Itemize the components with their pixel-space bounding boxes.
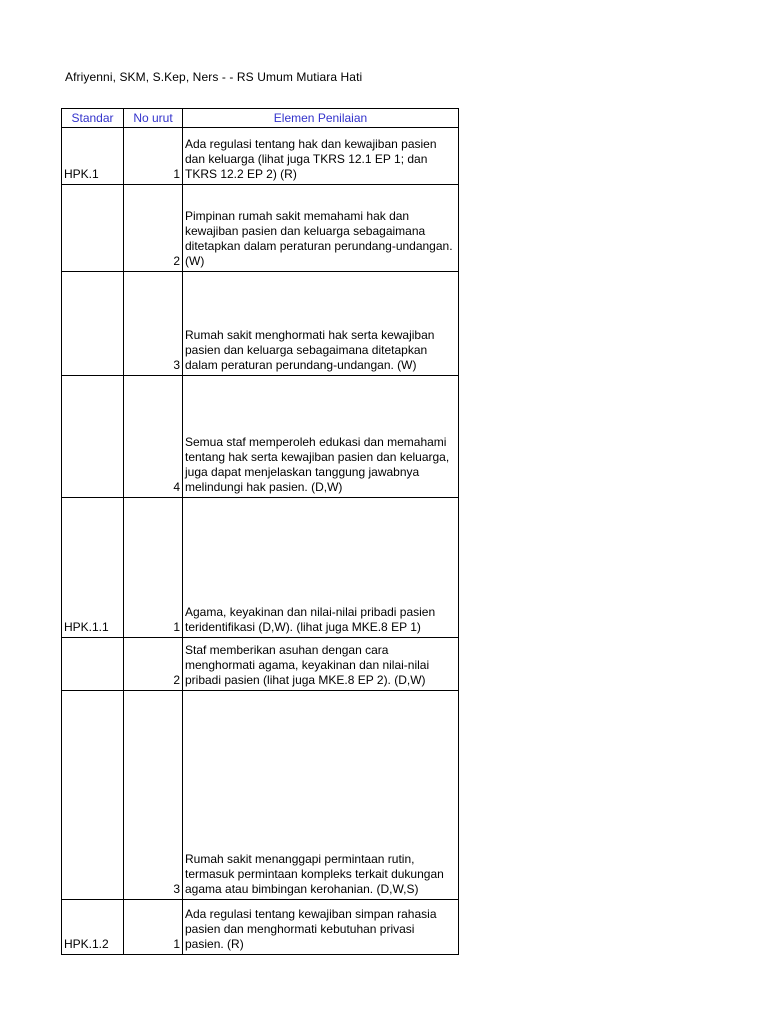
- standar-cell: HPK.1: [62, 128, 124, 185]
- standar-cell: [62, 691, 124, 900]
- table-row: [62, 691, 459, 900]
- no-urut-cell: 3: [124, 272, 183, 376]
- elemen-cell: Pimpinan rumah sakit memahami hak dan kewajiban pasien dan keluarga sebagaimana ditetapkan dalam peraturan perundang-undangan. (W): [183, 185, 459, 272]
- no-urut-cell: 3: [124, 691, 183, 900]
- elemen-cell: Agama, keyakinan dan nilai-nilai pribadi pasien teridentifikasi (D,W). (lihat juga MKE.8 EP 1): [183, 498, 459, 638]
- elemen-cell: Semua staf memperoleh edukasi dan memahami tentang hak serta kewajiban pasien dan keluarga, juga dapat menjelaskan tanggung jawabnya melindungi hak pasien. (D,W): [183, 376, 459, 498]
- table-header-row: [62, 109, 459, 128]
- elemen-cell: Staf memberikan asuhan dengan cara menghormati agama, keyakinan dan nilai-nilai pribadi pasien (lihat juga MKE.8 EP 2). (D,W): [183, 638, 459, 691]
- elemen-cell: Rumah sakit menanggapi permintaan rutin, termasuk permintaan kompleks terkait dukungan agama atau bimbingan kerohanian. (D,W,S): [183, 691, 459, 900]
- elemen-cell: Rumah sakit menghormati hak serta kewajiban pasien dan keluarga sebagaimana ditetapkan dalam peraturan perundang-undangan. (W): [183, 272, 459, 376]
- column-header-standar: Standar: [62, 109, 124, 128]
- column-header-no-urut: No urut: [124, 109, 183, 128]
- table-row: [62, 128, 459, 185]
- no-urut-cell: 2: [124, 638, 183, 691]
- standar-cell: HPK.1.1: [62, 498, 124, 638]
- table-row: [62, 376, 459, 498]
- assessment-table: [61, 108, 459, 955]
- standar-cell: [62, 272, 124, 376]
- no-urut-cell: 1: [124, 900, 183, 955]
- standar-cell: [62, 376, 124, 498]
- no-urut-cell: 1: [124, 128, 183, 185]
- table-row: [62, 185, 459, 272]
- column-header-elemen-penilaian: Elemen Penilaian: [183, 109, 459, 128]
- standar-cell: [62, 638, 124, 691]
- no-urut-cell: 2: [124, 185, 183, 272]
- elemen-cell: Ada regulasi tentang kewajiban simpan rahasia pasien dan menghormati kebutuhan privasi pasien. (R): [183, 900, 459, 955]
- table-row: [62, 498, 459, 638]
- standar-cell: HPK.1.2: [62, 900, 124, 955]
- standar-cell: [62, 185, 124, 272]
- table-row: [62, 900, 459, 955]
- elemen-cell: Ada regulasi tentang hak dan kewajiban pasien dan keluarga (lihat juga TKRS 12.1 EP 1; dan TKRS 12.2 EP 2) (R): [183, 128, 459, 185]
- table-row: [62, 272, 459, 376]
- no-urut-cell: 1: [124, 498, 183, 638]
- page-header: Afriyenni, SKM, S.Kep, Ners - - RS Umum Mutiara Hati: [65, 70, 363, 84]
- no-urut-cell: 4: [124, 376, 183, 498]
- table-row: [62, 638, 459, 691]
